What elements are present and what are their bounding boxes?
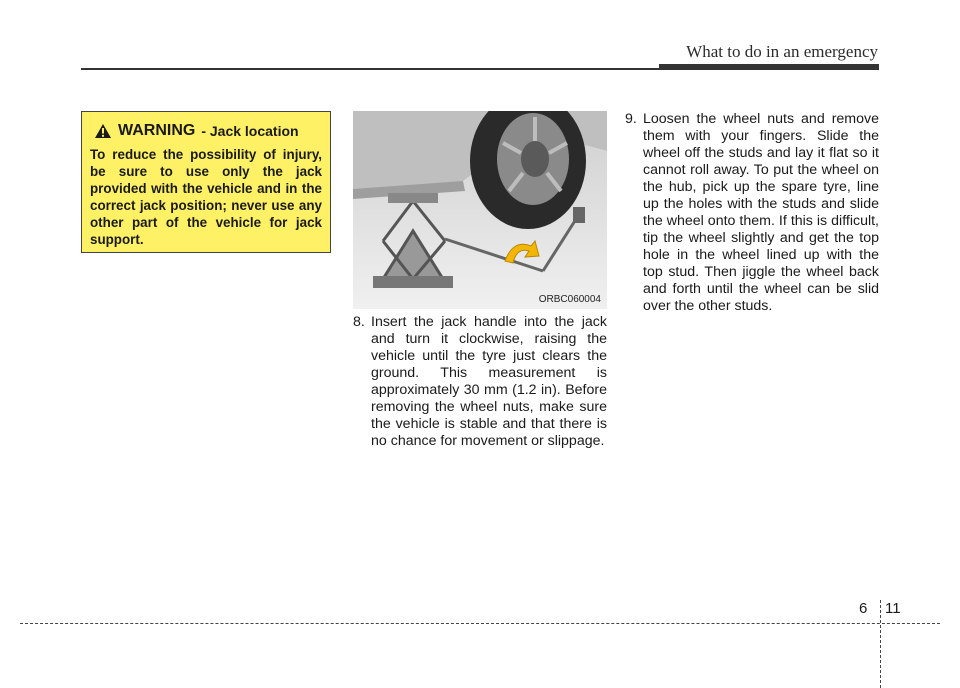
section-title: What to do in an emergency	[686, 42, 878, 61]
footer-rule	[20, 623, 940, 624]
figure-code: ORBC060004	[538, 294, 601, 305]
page-number: 11	[885, 600, 901, 617]
warning-label: WARNING	[118, 122, 196, 139]
jack-illustration	[353, 111, 607, 309]
jack-figure	[353, 111, 607, 309]
warning-text: To reduce the possibility of injury, be sure to use only the jack provided with the vehicle and in the correct jack position; never use any other part of the vehicle for jack support.	[90, 147, 322, 247]
step-text: Insert the jack handle into the jack and turn it clockwise, raising the vehicle until the tyre just clears the ground. This measurement is approximately 30 mm (1.2 in). Before removing the wheel nuts, make sure the vehicle is stable and that there is no chance for movement or slippage.	[371, 314, 607, 449]
step-number: 9.	[625, 111, 637, 127]
warning-heading	[94, 122, 322, 140]
footer-divider	[880, 600, 881, 688]
step-text: Loosen the wheel nuts and remove them with your fingers. Slide the wheel off the studs and lay it flat so it cannot roll away. To put the wheel on the hub, pick up the spare tyre, line up the holes with the studs and slide the wheel onto them. If this is difficult, tip the wheel slightly and get the top hole in the wheel lined up with the top stud. Then jiggle the wheel back and forth until the wheel can be slid over the other studs.	[643, 111, 879, 314]
warning-box	[81, 111, 331, 253]
step-number: 8.	[353, 314, 365, 330]
warning-triangle-icon	[94, 123, 112, 139]
step-8	[353, 314, 607, 450]
step-9	[625, 111, 879, 315]
chapter-number: 6	[859, 600, 868, 617]
header-rule-accent	[659, 64, 879, 70]
warning-subtitle: - Jack location	[201, 123, 299, 139]
